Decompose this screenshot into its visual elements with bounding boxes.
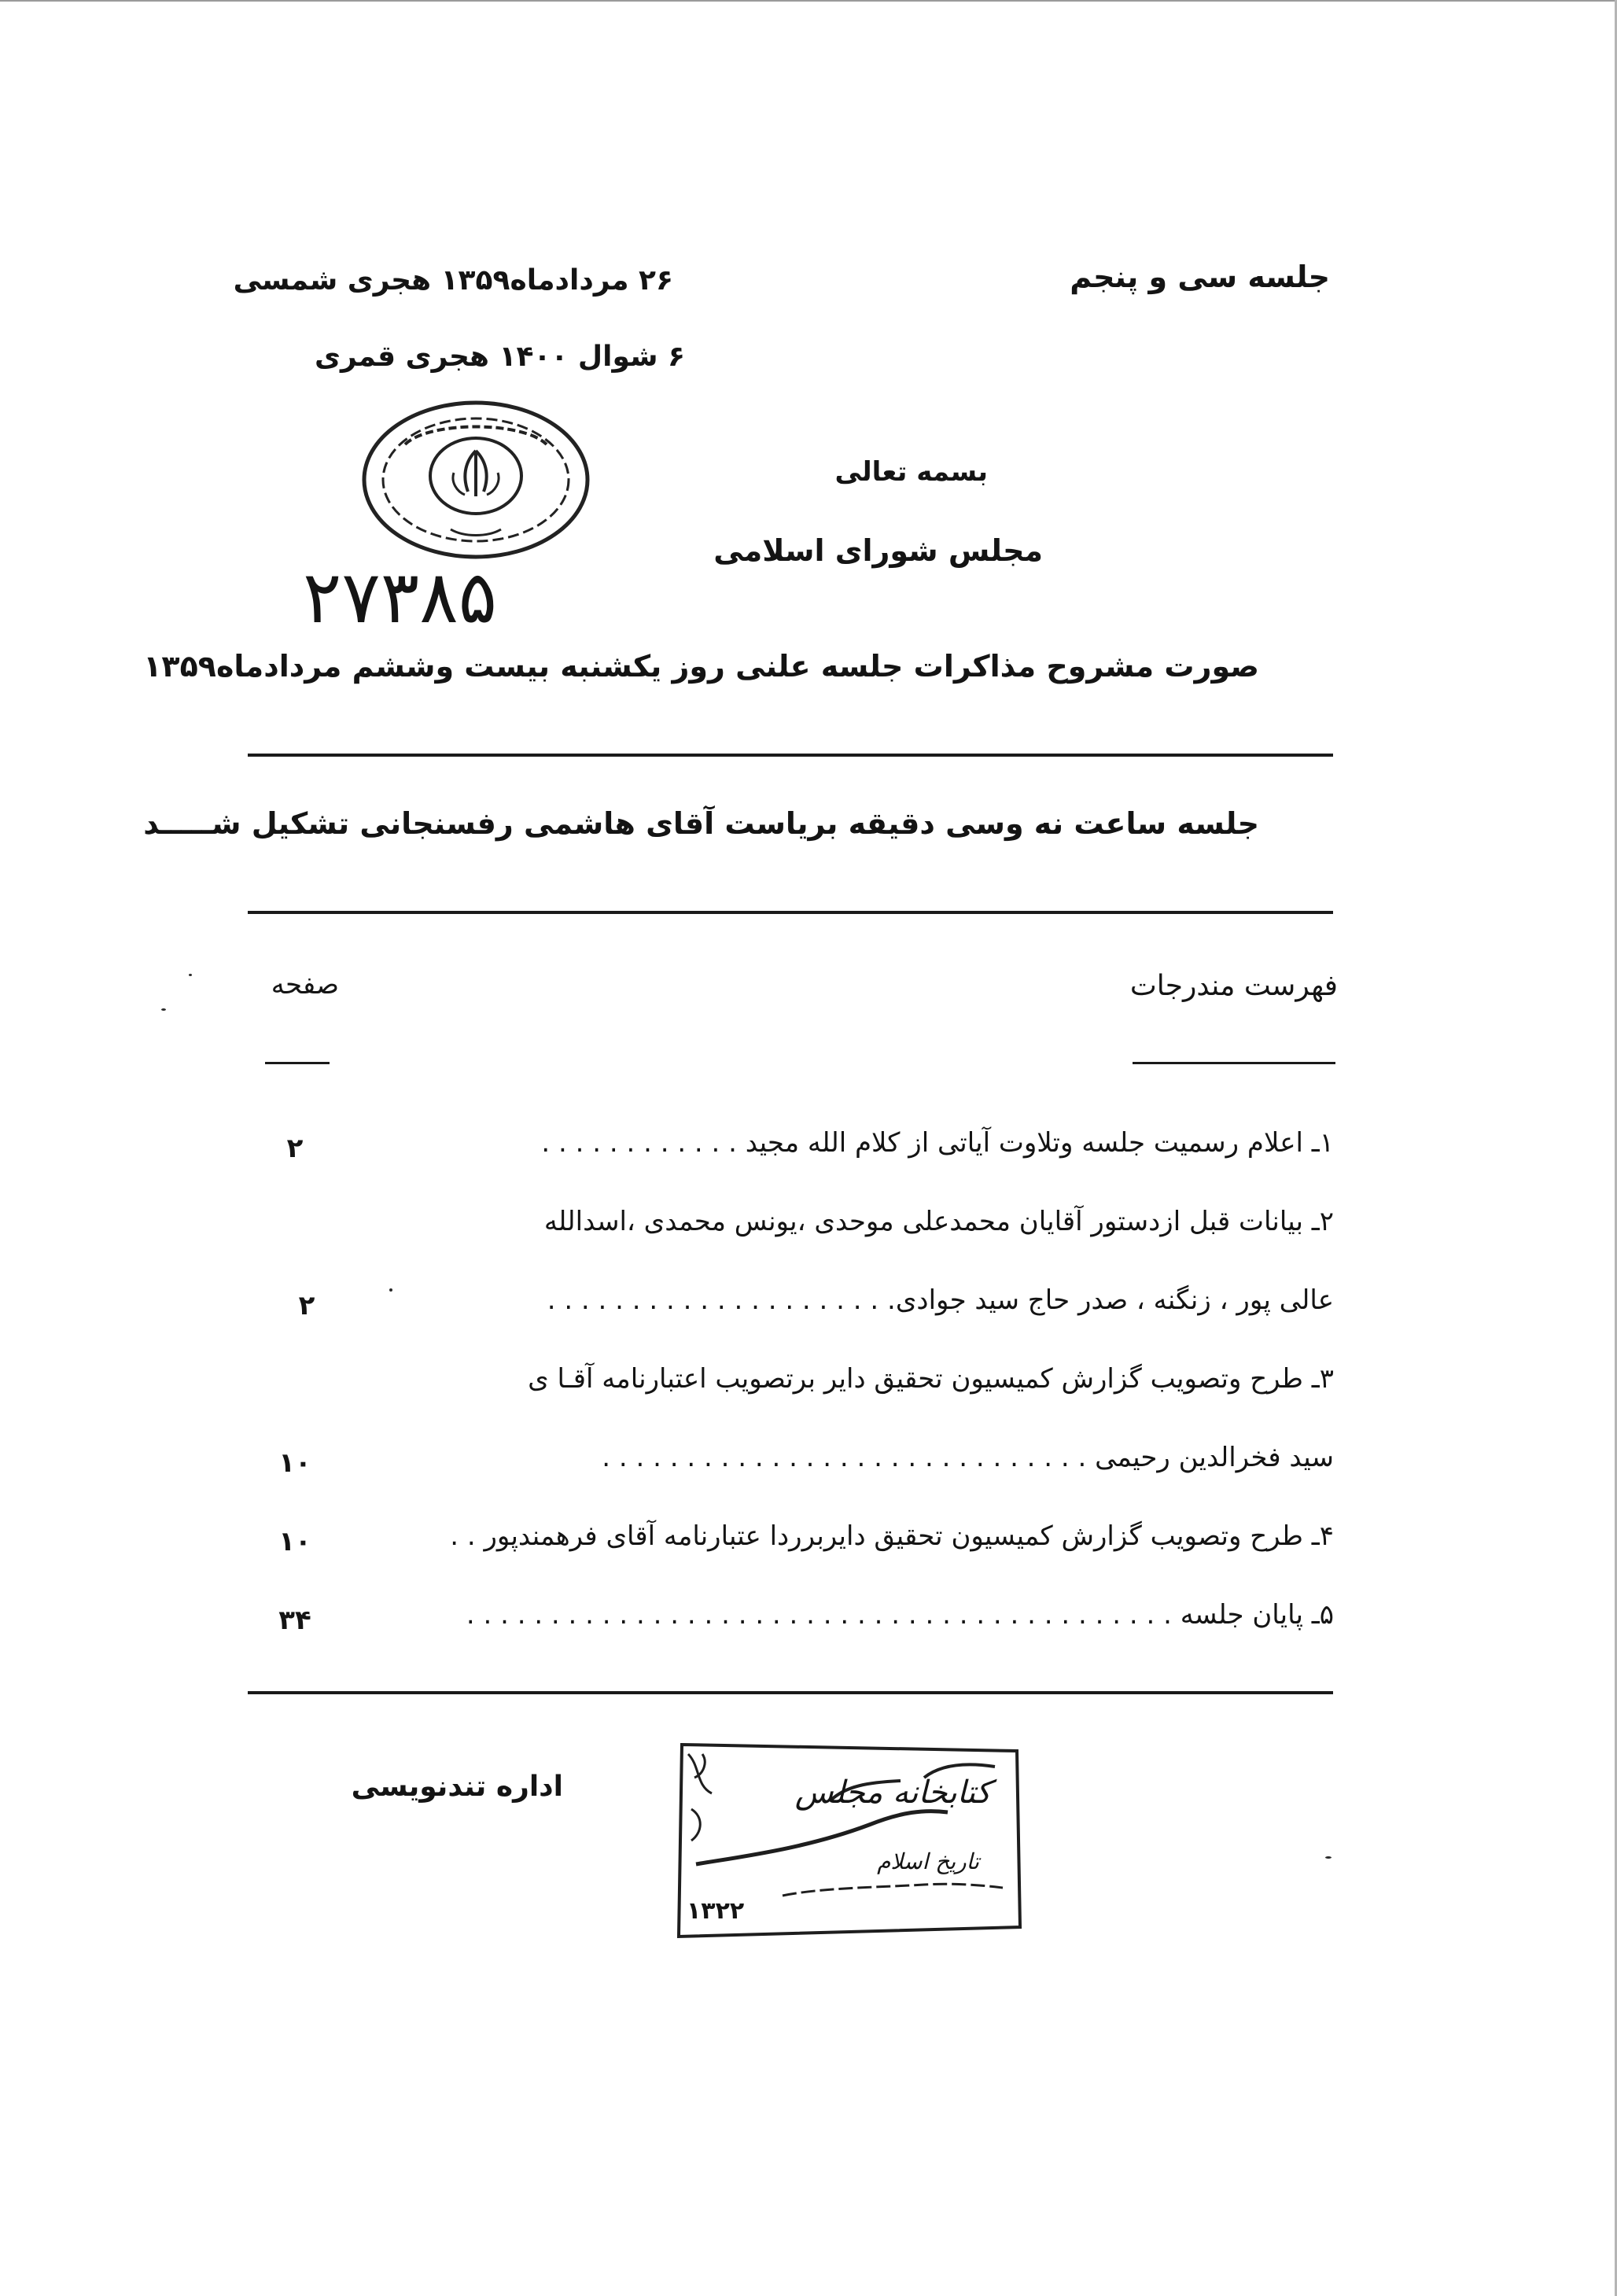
divider-1 [248,754,1333,757]
basmala: بسمه تعالی [834,456,988,488]
date-shamsi: ۲۶ مردادماه۱۳۵۹ هجری شمسی [233,264,673,297]
toc-entry-1: ۱ـ اعلام رسمیت جلسه وتلاوت آیاتی از کلام الله مجید . . . . . . . . . . . . [541,1127,1334,1159]
stenography-office: اداره تندنویسی [351,1771,563,1803]
toc-page-4: ۱۰ [278,1526,311,1557]
scan-top-edge [0,0,1617,2]
library-stamp-title: کتابخانه مجلس [794,1775,991,1811]
toc-entry-2-line-2: عالی پور ، زنگنه ، صدر حاج سید جوادی. . . . . . . . . . . . . . . . . . . . . [547,1284,1334,1316]
toc-page-heading-underline [265,1062,330,1064]
scan-speck [389,1288,392,1292]
accession-number: ۲۷۳۸۵ [303,555,498,639]
opening-statement: جلسه ساعت نه وسی دقیقه بریاست آقای هاشمی رفسنجانی تشکیل شـــــد [143,806,1259,841]
toc-entry-2-line-1: ۲ـ بیانات قبل ازدستور آقایان محمدعلی موحدی ،یونس محمدی ،اسدالله [543,1206,1334,1237]
scan-speck [161,1008,166,1011]
session-title: جلسه سی و پنجم [1070,260,1330,294]
toc-heading: فهرست مندرجات [1129,970,1338,1002]
library-stamp [665,1730,1034,1951]
toc-heading-underline [1133,1062,1335,1064]
toc-page-heading: صفحه [271,969,339,1001]
majlis-seal-stamp [358,397,594,562]
toc-entry-4: ۴ـ طرح وتصویب گزارش کمیسیون تحقیق دایربرردا عتبارنامه آقای فرهمندپور . . [450,1520,1334,1552]
toc-page-3: ۱۰ [278,1447,311,1479]
scan-speck [189,974,192,976]
toc-page-1: ۲ [286,1133,304,1164]
toc-page-2: ۲ [298,1290,315,1321]
institution-name: مجلس شورای اسلامی [713,533,1043,568]
date-qamari: ۶ شوال ۱۴۰۰ هجری قمری [315,341,685,373]
toc-entry-5: ۵ـ پایان جلسه . . . . . . . . . . . . . . . . . . . . . . . . . . . . . . . . . . . . . . . . . . [466,1599,1334,1631]
divider-3 [248,1691,1333,1694]
toc-page-5: ۳۴ [278,1605,311,1636]
document-title: صورت مشروح مذاکرات جلسه علنی روز یکشنبه بیست وششم مردادماه۱۳۵۹ [143,649,1259,684]
toc-entry-3-line-1: ۳ـ طرح وتصویب گزارش کمیسیون تحقیق دایر برتصویب اعتبارنامه آقـا ی [528,1363,1334,1395]
toc-entry-3-line-2: سید فخرالدین رحیمی . . . . . . . . . . . . . . . . . . . . . . . . . . . . . [602,1442,1334,1473]
scan-speck [1325,1856,1332,1859]
library-stamp-number: ۱۳۲۲ [687,1897,745,1925]
library-stamp-subtitle: تاریخ اسلام [877,1848,979,1874]
divider-2 [248,911,1333,914]
